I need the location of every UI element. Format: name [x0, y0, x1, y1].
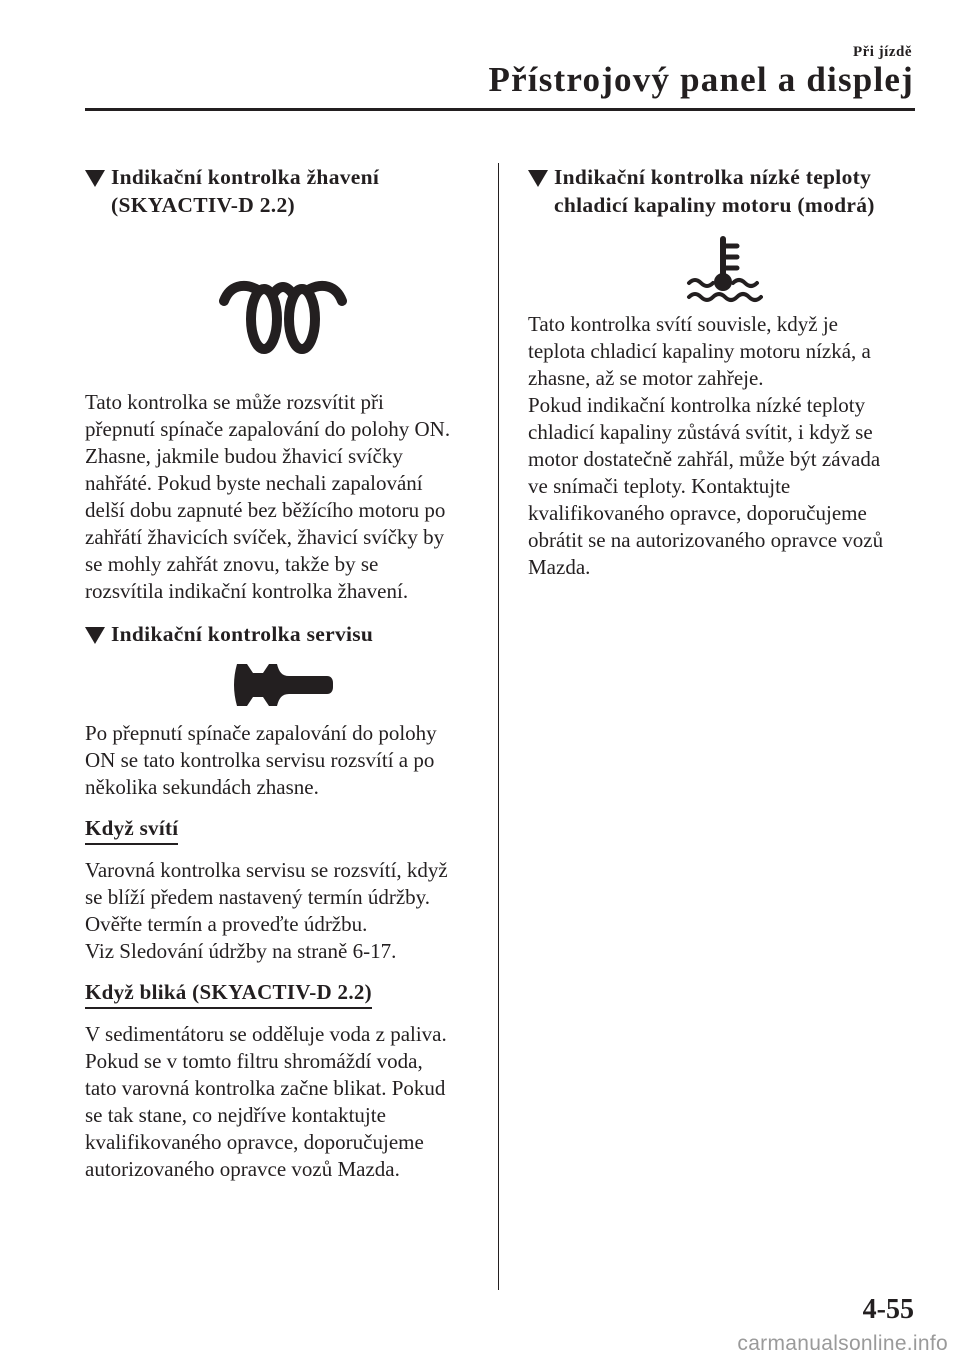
coolant-text-line: Tato kontrolka svítí souvisle, když je: [528, 312, 838, 336]
coolant-text-line: teplota chladicí kapaliny motoru nízká, a: [528, 339, 871, 363]
service-text-line: ON se tato kontrolka servisu rozsvítí a po: [85, 748, 435, 772]
service-text-line: Po přepnutí spínače zapalování do polohy: [85, 721, 437, 745]
left-column: [85, 163, 480, 1183]
coolant-text-line: chladicí kapaliny zůstává svítit, i když se: [528, 420, 873, 444]
glow-text-line: Tato kontrolka se může rozsvítit při: [85, 390, 384, 414]
glow-heading: [85, 163, 480, 219]
glow-text-line: rozsvítila indikační kontrolka žhavení.: [85, 579, 409, 603]
running-header-section: Při jízdě: [852, 44, 912, 60]
service-on-title: Když svítí: [85, 815, 178, 845]
service-body: [85, 720, 480, 801]
glow-text-line: se mohly zahřát znovu, takže by se: [85, 552, 379, 576]
glow-text-line: nahřáté. Pokud byste nechali zapalování: [85, 471, 423, 495]
glow-plug-coil-icon: [218, 279, 348, 359]
running-header-title: Přístrojový panel a displej: [488, 60, 914, 99]
service-text-line: několika sekundách zhasne.: [85, 775, 319, 799]
glow-body: [85, 389, 480, 605]
glow-text-line: zahřátí žhavicích svíček, žhavicí svíčky by: [85, 525, 445, 549]
coolant-text-line: ve snímači teploty. Kontaktujte: [528, 474, 791, 498]
service-on-text-line: Ověřte termín a proveďte údržbu.: [85, 912, 368, 936]
service-on-section: [85, 815, 480, 845]
service-on-text-line: Varovná kontrolka servisu se rozsvítí, když: [85, 858, 448, 882]
coolant-heading-line: Indikační kontrolka nízké teploty: [554, 165, 872, 189]
glow-text-line: delší dobu zapnuté bez běžícího motoru po: [85, 498, 446, 522]
coolant-text-line: zhasne, až se motor zahřeje.: [528, 366, 764, 390]
service-on-text-line: Viz Sledování údržby na straně 6-17.: [85, 939, 397, 963]
watermark: carmanualsonline.info: [737, 1332, 948, 1355]
service-on-text-line: se blíží předem nastavený termín údržby.: [85, 885, 431, 909]
coolant-heading: [528, 163, 918, 219]
glow-heading-line: Indikační kontrolka žhavení: [111, 165, 380, 189]
glow-text-line: přepnutí spínače zapalování do polohy ON.: [85, 417, 451, 441]
glow-heading-line: (SKYACTIV-D 2.2): [111, 193, 295, 217]
service-blink-title: Když bliká (SKYACTIV-D 2.2): [85, 979, 372, 1009]
coolant-text-line: motor dostatečně zahřál, může být závada: [528, 447, 881, 471]
triangle-bullet-icon: [85, 627, 105, 644]
service-blink-body: [85, 1021, 480, 1183]
coolant-text-line: obrátit se na autorizovaného opravce vozů: [528, 528, 884, 552]
wrench-icon: [233, 662, 333, 708]
service-on-body: [85, 857, 480, 965]
service-heading: [85, 620, 480, 648]
header-rule: [85, 108, 915, 111]
triangle-bullet-icon: [528, 170, 548, 187]
triangle-bullet-icon: [85, 170, 105, 187]
coolant-text-line: Mazda.: [528, 555, 591, 579]
service-blink-text-line: Pokud se v tomto filtru shromáždí voda,: [85, 1049, 423, 1073]
coolant-heading-line: chladicí kapaliny motoru (modrá): [554, 193, 875, 217]
service-blink-text-line: autorizovaného opravce vozů Mazda.: [85, 1157, 400, 1181]
coolant-body: [528, 311, 918, 581]
service-blink-section: [85, 979, 480, 1009]
service-blink-text-line: se tak stane, co nejdříve kontaktujte: [85, 1103, 386, 1127]
right-column: [528, 163, 918, 581]
coolant-temperature-icon: [683, 233, 763, 305]
service-blink-text-line: tato varovná kontrolka začne blikat. Pokud: [85, 1076, 446, 1100]
glow-text-line: Zhasne, jakmile budou žhavicí svíčky: [85, 444, 403, 468]
service-blink-text-line: kvalifikovaného opravce, doporučujeme: [85, 1130, 424, 1154]
page-number: 4-55: [862, 1294, 914, 1325]
column-divider: [498, 163, 499, 1290]
service-heading-text: Indikační kontrolka servisu: [111, 622, 374, 646]
coolant-text-line: Pokud indikační kontrolka nízké teploty: [528, 393, 866, 417]
service-blink-text-line: V sedimentátoru se odděluje voda z paliva.: [85, 1022, 447, 1046]
coolant-text-line: kvalifikovaného opravce, doporučujeme: [528, 501, 867, 525]
